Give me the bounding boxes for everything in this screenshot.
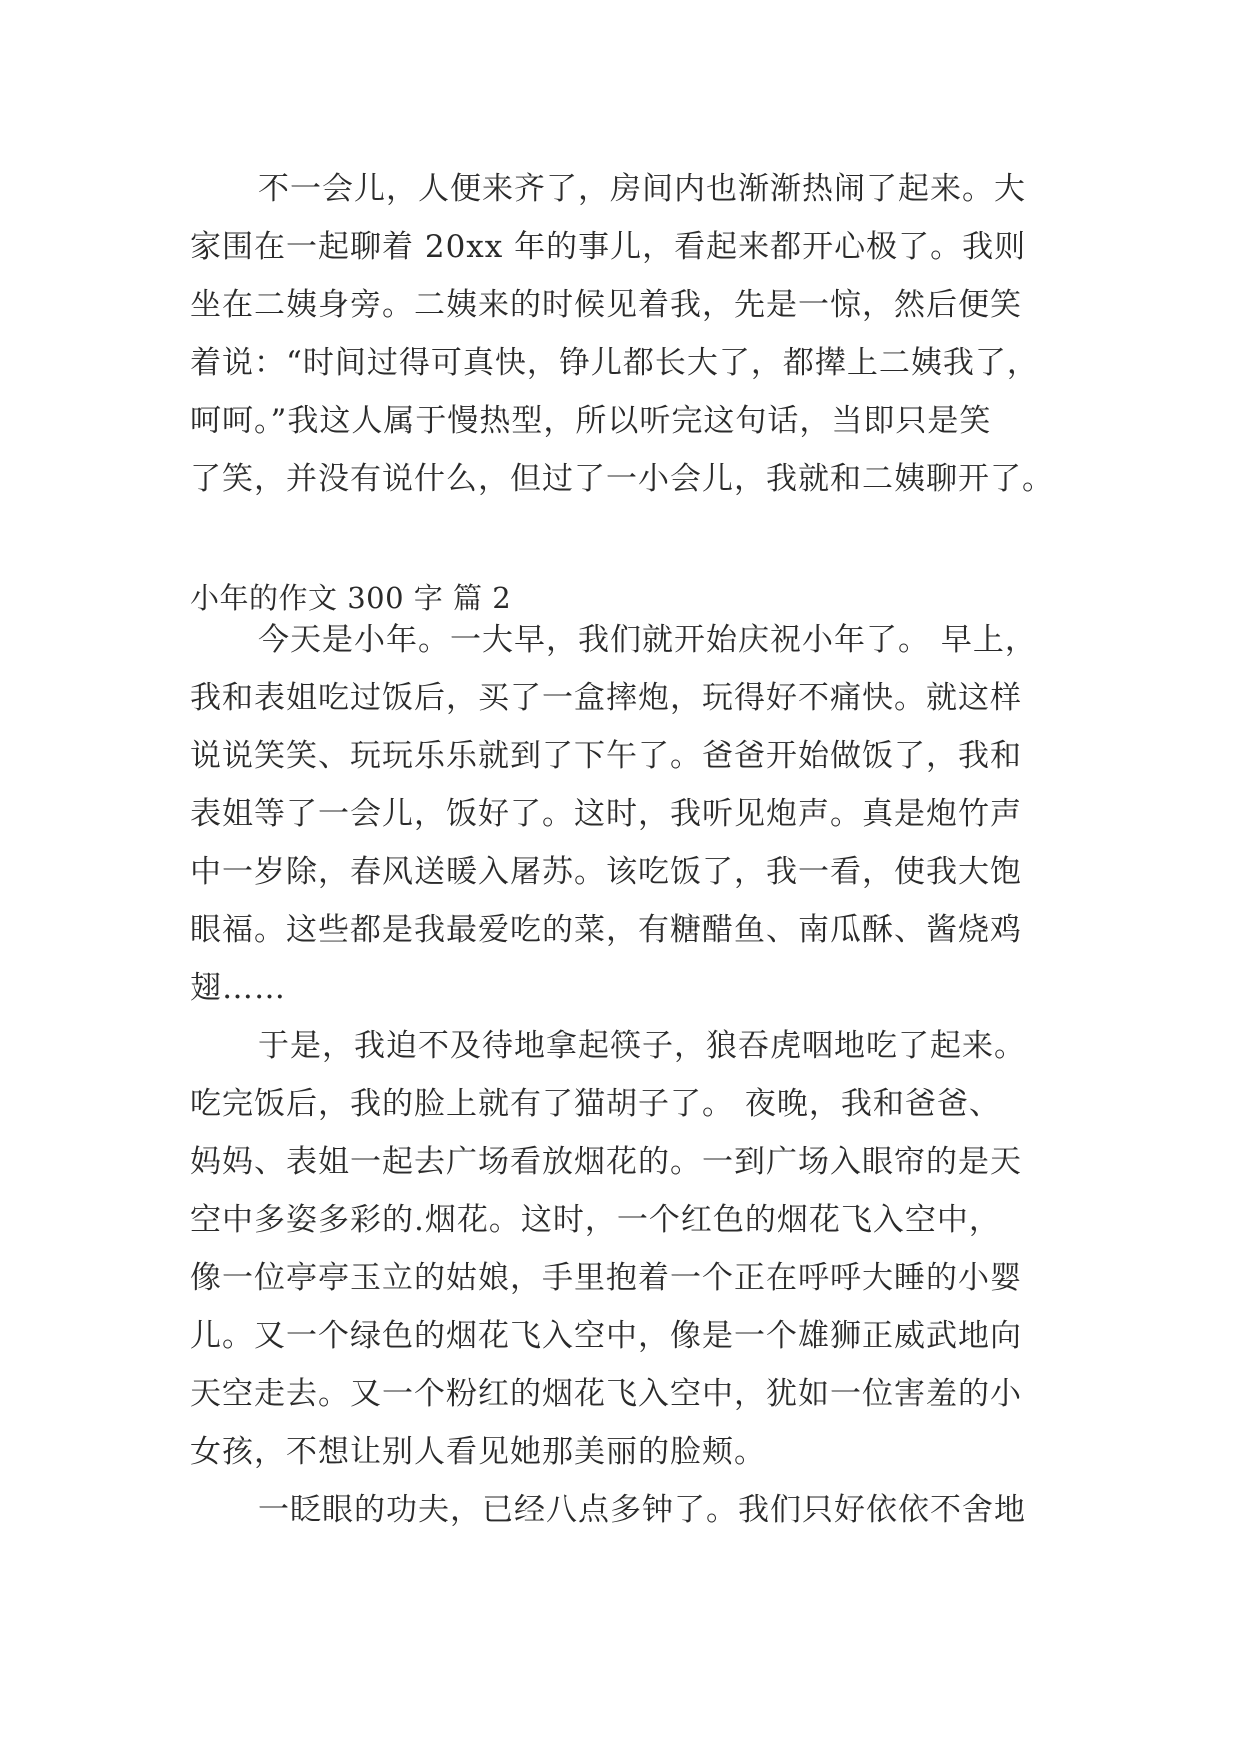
text-line: 像一位亭亭玉立的姑娘，手里抱着一个正在呼呼大睡的小婴: [190, 1260, 1022, 1296]
text-line: 中一岁除，春风送暖入屠苏。该吃饭了，我一看，使我大饱: [190, 854, 1022, 890]
text-line: 表姐等了一会儿，饭好了。这时，我听见炮声。真是炮竹声: [190, 796, 1022, 832]
paragraph-4: [190, 1481, 1070, 1539]
text-line: 空中多姿多彩的.烟花。这时，一个红色的烟花飞入空中，: [190, 1202, 1001, 1238]
text-line: 翅……: [190, 970, 286, 1006]
text-line: 一眨眼的功夫，已经八点多钟了。我们只好依依不舍地: [258, 1492, 1026, 1528]
text-line: 说说笑笑、玩玩乐乐就到了下午了。爸爸开始做饭了，我和: [190, 738, 1022, 774]
text-line: 着说：“时间过得可真快，铮儿都长大了，都撵上二姨我了，: [190, 345, 1039, 381]
text-line: 我和表姐吃过饭后，买了一盒摔炮，玩得好不痛快。就这样: [190, 680, 1022, 716]
paragraph-2: [190, 611, 1070, 1017]
text-line: 妈妈、表姐一起去广场看放烟花的。一到广场入眼帘的是天: [190, 1144, 1022, 1180]
section-heading: 小年的作文 300 字 篇 2: [190, 581, 512, 615]
text-line: 女孩，不想让别人看见她那美丽的脸颊。: [190, 1434, 766, 1470]
text-line: 吃完饭后，我的脸上就有了猫胡子了。 夜晚，我和爸爸、: [190, 1086, 1001, 1122]
text-line: 不一会儿，人便来齐了，房间内也渐渐热闹了起来。大: [258, 171, 1026, 207]
text-line: 家围在一起聊着 20xx 年的事儿，看起来都开心极了。我则: [190, 229, 1027, 265]
text-line: 了笑，并没有说什么，但过了一小会儿，我就和二姨聊开了。: [190, 461, 1054, 497]
paragraph-3: [190, 1017, 1070, 1481]
text-line: 今天是小年。一大早，我们就开始庆祝小年了。 早上，: [258, 622, 1037, 658]
text-line: 天空走去。又一个粉红的烟花飞入空中，犹如一位害羞的小: [190, 1376, 1022, 1412]
text-line: 眼福。这些都是我最爱吃的菜，有糖醋鱼、南瓜酥、酱烧鸡: [190, 912, 1022, 948]
paragraph-group: [190, 611, 1070, 1539]
text-line: 于是，我迫不及待地拿起筷子，狼吞虎咽地吃了起来。: [258, 1028, 1026, 1064]
text-line: 坐在二姨身旁。二姨来的时候见着我，先是一惊，然后便笑: [190, 287, 1022, 323]
text-line: 儿。又一个绿色的烟花飞入空中，像是一个雄狮正威武地向: [190, 1318, 1022, 1354]
paragraph-1: [190, 160, 1070, 508]
text-line: 呵呵。”我这人属于慢热型，所以听完这句话，当即只是笑: [190, 403, 992, 439]
